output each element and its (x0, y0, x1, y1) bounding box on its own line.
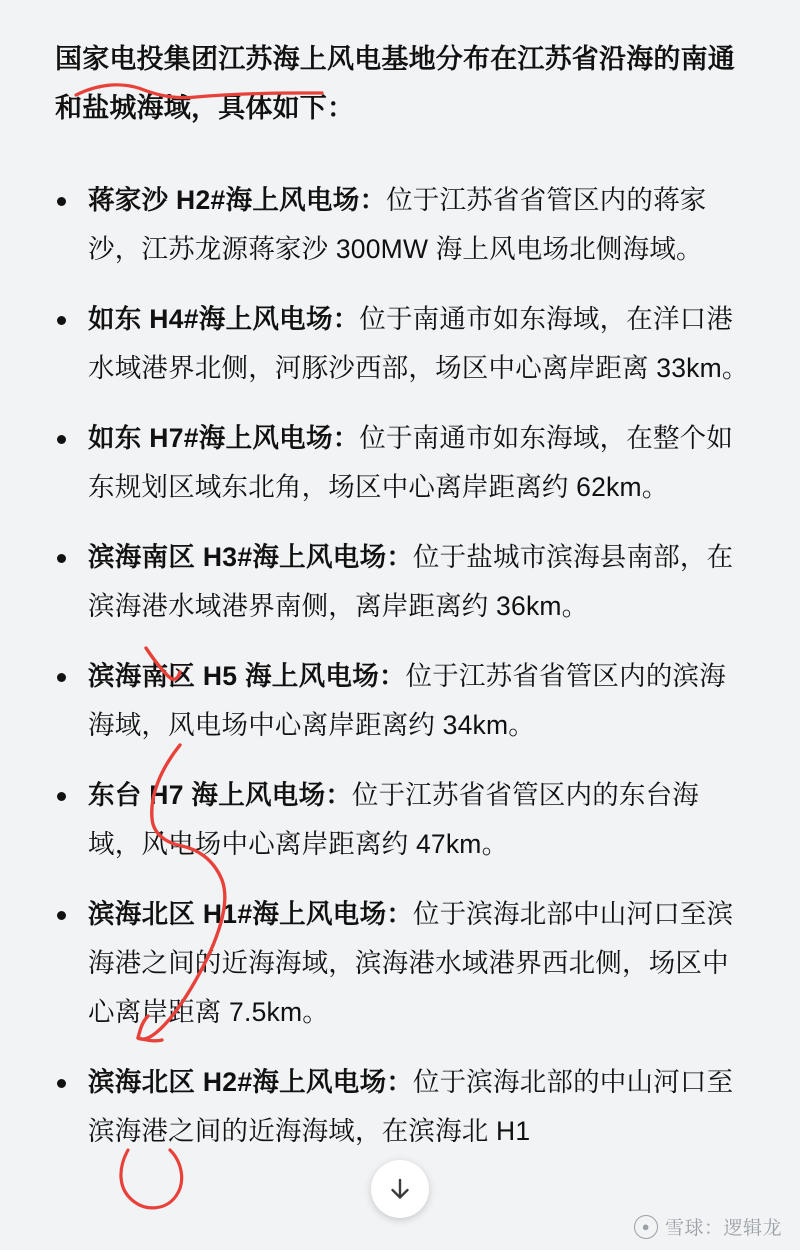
xueqiu-logo-icon: ● (634, 1215, 658, 1239)
item-description: 位于盐城市滨海县南部，在滨海港水域港界南侧，离岸距离约 36km。 (88, 542, 734, 621)
item-description: 位于南通市如东海域，在整个如东规划区域东北角，场区中心离岸距离约 62km。 (88, 423, 734, 502)
item-colon: ： (332, 423, 360, 453)
item-title: 如东 H7#海上风电场 (88, 423, 333, 453)
item-description: 位于江苏省省管区内的蒋家沙，江苏龙源蒋家沙 300MW 海上风电场北侧海域。 (88, 185, 707, 264)
arrow-down-icon (387, 1175, 413, 1203)
scroll-down-button[interactable] (371, 1160, 429, 1218)
watermark (634, 1213, 782, 1240)
item-colon: ： (332, 304, 360, 334)
intro-paragraph: 国家电投集团江苏海上风电基地分布在江苏省沿海的南通和盐城海域，具体如下： (55, 44, 735, 123)
item-colon: ： (386, 1067, 413, 1097)
list-item (0, 176, 800, 274)
item-description: 位于滨海北部中山河口至滨海港之间的近海海域，滨海港水域港界西北侧，场区中心离岸距离 7.5km。 (88, 899, 734, 1027)
list-item (0, 295, 800, 393)
item-title: 滨海北区 H1#海上风电场 (88, 899, 387, 929)
item-colon: ： (379, 661, 406, 691)
item-colon: ： (386, 542, 413, 572)
item-title: 蒋家沙 H2#海上风电场 (88, 185, 360, 215)
item-title: 如东 H4#海上风电场 (88, 304, 333, 334)
list-item (0, 414, 800, 512)
list-item (0, 890, 800, 1037)
list-item (0, 652, 800, 750)
item-description: 位于南通市如东海域，在洋口港水域港界北侧，河豚沙西部，场区中心离岸距离 33km。 (88, 304, 749, 383)
item-description: 位于江苏省省管区内的东台海域，风电场中心离岸距离约 47km。 (88, 780, 700, 859)
list-item (0, 533, 800, 631)
item-colon: ： (325, 780, 352, 810)
item-title: 滨海南区 H5 海上风电场 (88, 661, 380, 691)
item-colon: ： (359, 185, 387, 215)
item-colon: ： (386, 899, 413, 929)
watermark-text: 雪球：逻辑龙 (664, 1218, 782, 1239)
wind-farm-list (0, 166, 800, 1156)
item-description: 位于江苏省省管区内的滨海海域，风电场中心离岸距离约 34km。 (88, 661, 726, 740)
item-description: 位于滨海北部的中山河口至滨海港之间的近海海域，在滨海北 H1 (88, 1067, 734, 1146)
list-item (0, 1058, 800, 1156)
item-title: 滨海北区 H2#海上风电场 (88, 1067, 387, 1097)
item-title: 东台 H7 海上风电场 (88, 780, 326, 810)
list-item (0, 771, 800, 869)
item-title: 滨海南区 H3#海上风电场 (88, 542, 387, 572)
